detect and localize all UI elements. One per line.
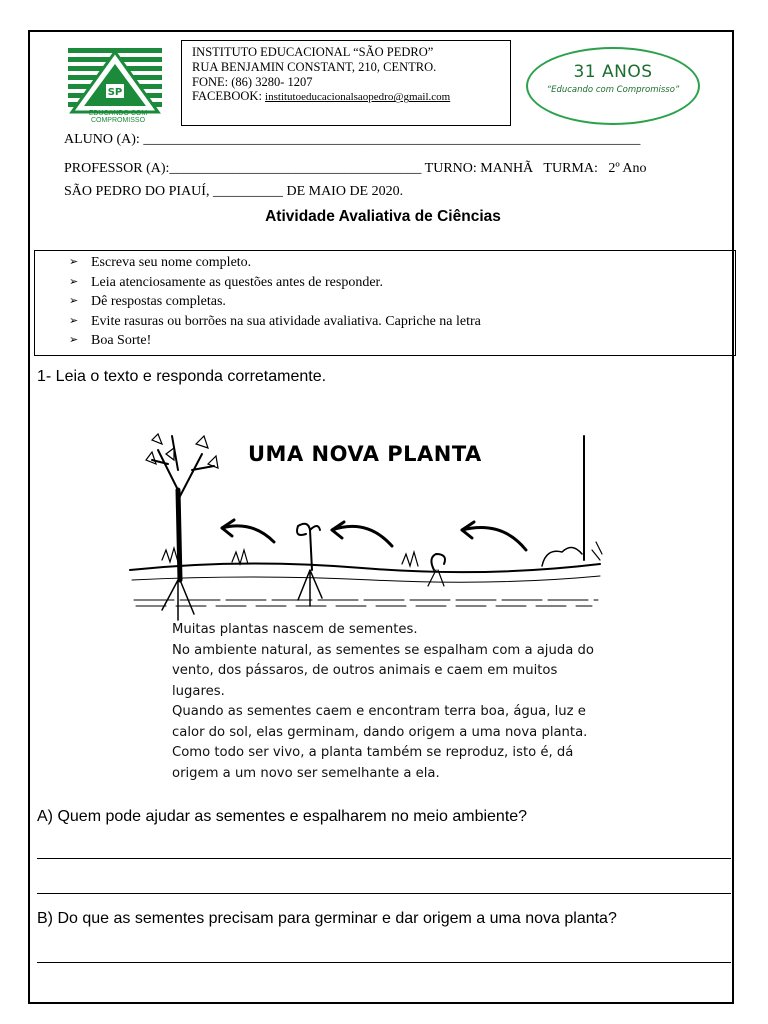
figure-paragraph: Como todo ser vivo, a planta também se reproduz, isto é, dá origem a um novo ser semelhante a ela. xyxy=(172,745,574,781)
anniversary-badge xyxy=(526,47,700,125)
instruction-item xyxy=(69,331,735,351)
instruction-item xyxy=(69,273,735,293)
question-a: A) Quem pode ajudar as sementes e espalharem no meio ambiente? xyxy=(37,808,528,825)
institute-info-box xyxy=(181,40,511,126)
date-line[interactable]: SÃO PEDRO DO PIAUÍ, __________ DE MAIO DE 2020. xyxy=(64,184,404,199)
answer-line-b1[interactable] xyxy=(37,962,731,963)
facebook-email-link[interactable]: institutoeducacionalsaopedro@gmail.com xyxy=(265,91,451,104)
answer-line-a1[interactable] xyxy=(37,858,731,859)
instruction-item xyxy=(69,312,735,332)
logo-caption: EDUCANDO COM COMPROMISSO xyxy=(88,110,148,124)
instruction-text: Escreva seu nome completo. xyxy=(91,255,252,270)
anniversary-text: 31 ANOS xyxy=(573,62,653,82)
worksheet-page xyxy=(28,30,734,1004)
figure-paragraph: Muitas plantas nascem de sementes. xyxy=(172,622,418,637)
logo-monogram: SP xyxy=(107,87,123,98)
figure-paragraph: No ambiente natural, as sementes se espalham com a ajuda do vento, dos pássaros, de outros animais e caem em muitos lugares. xyxy=(172,642,594,699)
instruction-text: Dê respostas completas. xyxy=(91,294,226,309)
instruction-text: Boa Sorte! xyxy=(91,333,152,348)
arrow-bullet-icon: ➢ xyxy=(69,334,79,346)
motto-text: “Educando com Compromisso” xyxy=(546,85,680,95)
instruction-item xyxy=(69,292,735,312)
institute-phone: FONE: (86) 3280- 1207 xyxy=(192,74,313,89)
instructions-box xyxy=(34,250,736,356)
instruction-text: Evite rasuras ou borrões na sua atividade avaliativa. Capriche na letra xyxy=(91,313,481,329)
instruction-text: Leia atenciosamente as questões antes de responder. xyxy=(91,274,383,290)
institute-facebook xyxy=(192,89,500,105)
answer-line-a2[interactable] xyxy=(37,893,731,894)
figure-text xyxy=(134,620,600,784)
student-name-field[interactable]: ALUNO (A): _______________________________________________________________________ xyxy=(64,132,641,147)
institute-name: INSTITUTO EDUCACIONAL “SÃO PEDRO” xyxy=(192,45,434,59)
institute-address: RUA BENJAMIN CONSTANT, 210, CENTRO. xyxy=(192,59,437,74)
arrow-bullet-icon: ➢ xyxy=(69,314,79,327)
question-b: B) Do que as sementes precisam para germinar e dar origem a uma nova planta? xyxy=(37,910,617,927)
page-title: Atividade Avaliativa de Ciências xyxy=(265,208,501,225)
facebook-label: FACEBOOK: xyxy=(192,89,262,104)
instruction-item xyxy=(69,253,735,273)
question-1: 1- Leia o texto e responda corretamente. xyxy=(37,368,327,385)
arrow-bullet-icon: ➢ xyxy=(69,275,79,288)
figure-paragraph: Quando as sementes caem e encontram terra boa, água, luz e calor do sol, elas germinam, dando origem a uma nova planta. xyxy=(172,704,588,740)
teacher-shift-class-line[interactable]: PROFESSOR (A):____________________________________ TURNO: MANHÃ TURMA: 2º Ano xyxy=(64,161,647,176)
arrow-bullet-icon: ➢ xyxy=(69,256,79,268)
arrow-bullet-icon: ➢ xyxy=(69,295,79,307)
figure-title: UMA NOVA PLANTA xyxy=(248,442,482,466)
